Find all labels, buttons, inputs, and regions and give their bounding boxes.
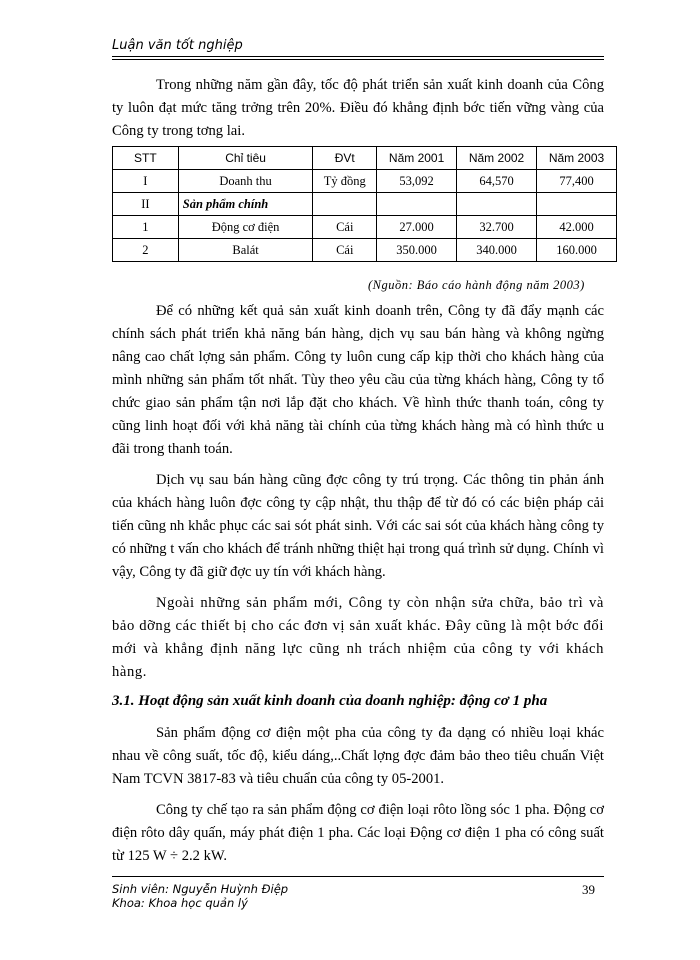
table-header-cell: Năm 2001 bbox=[377, 147, 457, 170]
table-cell: Doanh thu bbox=[178, 170, 313, 193]
footer-faculty: Khoa: Khoa học quản lý bbox=[112, 896, 248, 910]
section-heading: 3.1. Hoạt động sản xuất kinh doanh của doanh nghiệp: động cơ 1 pha bbox=[112, 693, 548, 709]
header-rule bbox=[112, 56, 604, 57]
table-header-cell: Chỉ tiêu bbox=[178, 147, 313, 170]
table-cell: 53,092 bbox=[377, 170, 457, 193]
header-title: Luận văn tốt nghiệp bbox=[112, 38, 243, 53]
table-cell: II bbox=[113, 193, 179, 216]
revenue-table bbox=[112, 146, 617, 262]
table-cell: 42.000 bbox=[537, 216, 617, 239]
table-cell: 64,570 bbox=[457, 170, 537, 193]
intro-paragraph: Trong những năm gần đây, tốc độ phát triển sản xuất kinh doanh của Công ty luôn đạt mức tăng trởng trên 20%. Điều đó khẳng định bớc tiến vững vàng của Công ty trong tơng lai. bbox=[112, 77, 604, 139]
page-number: 39 bbox=[582, 882, 595, 897]
table-cell bbox=[537, 193, 617, 216]
table-cell: 27.000 bbox=[377, 216, 457, 239]
table-header-cell: ĐVt bbox=[313, 147, 377, 170]
table-cell: 1 bbox=[113, 216, 179, 239]
footer-student: Sinh viên: Nguyễn Huỳnh Điệp bbox=[112, 882, 289, 896]
table-cell bbox=[313, 193, 377, 216]
body-paragraph: Ngoài những sản phẩm mới, Công ty còn nhận sửa chữa, bảo trì và bảo dỡng các thiết bị cho các đơn vị sản xuất khác. Đây cũng là một bớc đổi mới và khẳng định năng lực cũng nh trách nhiệm của công ty với khách hàng. bbox=[112, 595, 604, 680]
table-cell: Cái bbox=[313, 216, 377, 239]
table-header-cell: STT bbox=[113, 147, 179, 170]
table-cell: 350.000 bbox=[377, 239, 457, 262]
table-row bbox=[113, 170, 617, 193]
header-rule-2 bbox=[112, 59, 604, 60]
table-cell bbox=[457, 193, 537, 216]
table-cell: 2 bbox=[113, 239, 179, 262]
table-header-cell: Năm 2003 bbox=[537, 147, 617, 170]
table-row bbox=[113, 216, 617, 239]
table-header-row bbox=[113, 147, 617, 170]
table-cell: 160.000 bbox=[537, 239, 617, 262]
table-cell: Sản phẩm chính bbox=[178, 193, 313, 216]
table-cell: Cái bbox=[313, 239, 377, 262]
table-cell: 32.700 bbox=[457, 216, 537, 239]
body-paragraphs bbox=[112, 300, 604, 684]
table-cell: 77,400 bbox=[537, 170, 617, 193]
section-paragraphs bbox=[112, 722, 604, 868]
table-source: (Nguồn: Báo cáo hành động năm 2003) bbox=[368, 278, 585, 292]
table-cell: 340.000 bbox=[457, 239, 537, 262]
section-paragraph: Sản phẩm động cơ điện một pha của công ty đa dạng có nhiều loại khác nhau về công suất, tốc độ, kiểu dáng,..Chất lợng đợc đảm bảo theo tiêu chuẩn Việt Nam TCVN 3817-83 và tiêu chuẩn của công ty 05-2001. bbox=[112, 725, 604, 787]
table-header-cell: Năm 2002 bbox=[457, 147, 537, 170]
table-cell: I bbox=[113, 170, 179, 193]
table-cell bbox=[377, 193, 457, 216]
table-cell: Động cơ điện bbox=[178, 216, 313, 239]
table-cell: Balát bbox=[178, 239, 313, 262]
footer-info bbox=[112, 882, 288, 910]
table-row bbox=[113, 193, 617, 216]
table-cell: Tỷ đồng bbox=[313, 170, 377, 193]
body-paragraph: Để có những kết quả sản xuất kinh doanh trên, Công ty đã đẩy mạnh các chính sách phát triển khả năng bán hàng, dịch vụ sau bán hàng và không ngừng nâng cao chất lợng sản phẩm. Công ty luôn cung cấp kịp thời cho khách hàng của mình những sản phẩm tốt nhất. Tùy theo yêu cầu của từng khách hàng, Công ty tổ chức giao sản phẩm tận nơi lắp đặt cho khách. Về hình thức thanh toán, công ty cũng linh hoạt đối với khả năng tài chính của từng khách hàng mà có hình thức u đãi trong thanh toán. bbox=[112, 303, 604, 457]
footer-rule bbox=[112, 876, 604, 877]
body-paragraph: Dịch vụ sau bán hàng cũng đợc công ty trú trọng. Các thông tin phản ánh của khách hàng luôn đợc công ty cập nhật, thu thập để từ đó có các biện pháp cải tiến cũng nh khắc phục các sai sót phát sinh. Với các sai sót của khách hàng công ty có những t vấn cho khách để tránh những thiệt hại trong quá trình sử dụng. Chính vì vậy, Công ty đã giữ đợc uy tín với khách hàng. bbox=[112, 472, 604, 580]
section-paragraph: Công ty chế tạo ra sản phẩm động cơ điện loại rôto lồng sóc 1 pha. Động cơ điện rôto dây quấn, máy phát điện 1 pha. Các loại Động cơ điện 1 pha có công suất từ 125 W ÷ 2.2 kW. bbox=[112, 802, 604, 864]
table-row bbox=[113, 239, 617, 262]
